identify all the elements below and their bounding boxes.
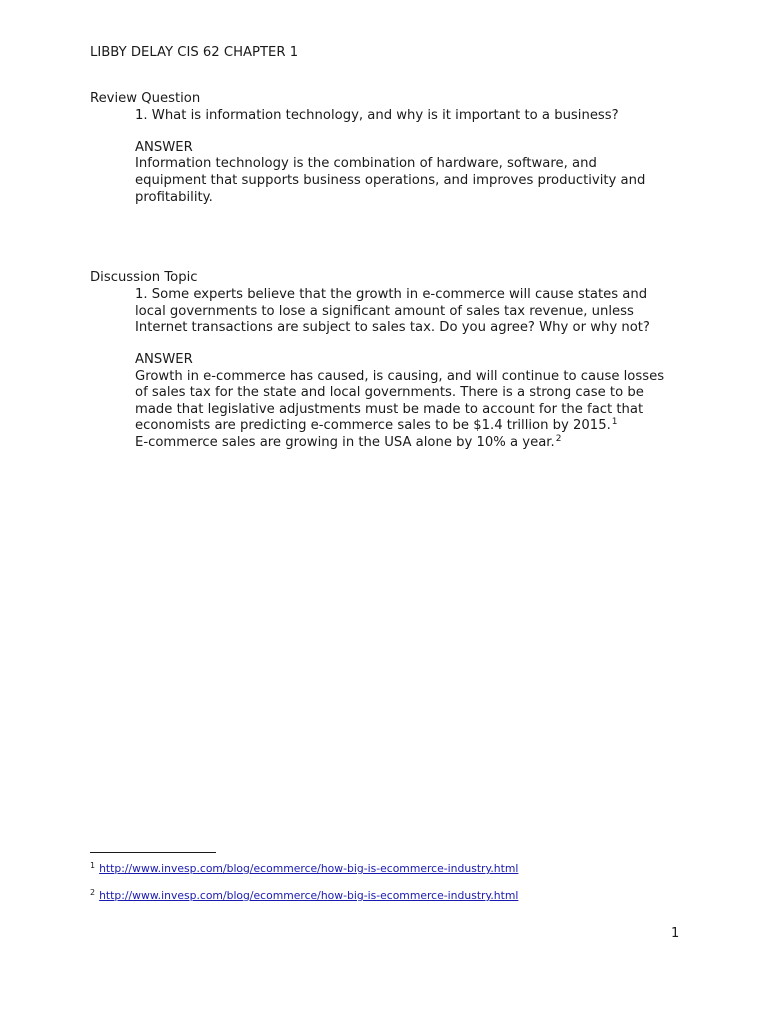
- discussion-answer-label: ANSWER: [135, 352, 193, 367]
- footnote-2: [90, 889, 518, 904]
- document-header: LIBBY DELAY CIS 62 CHAPTER 1: [90, 45, 299, 60]
- footnote-mark: 2: [90, 888, 96, 897]
- discussion-answer-line: Growth in e-commerce has caused, is causing, and will continue to cause losses: [135, 369, 665, 384]
- discussion-question-line: local governments to lose a significant amount of sales tax revenue, unless: [135, 304, 634, 319]
- discussion-question-line: 1. Some experts believe that the growth in e-commerce will cause states and: [135, 287, 648, 302]
- footnote-separator: [90, 852, 216, 853]
- discussion-answer-line: [135, 418, 618, 435]
- review-answer-label: ANSWER: [135, 140, 193, 155]
- footnote-link[interactable]: http://www.invesp.com/blog/ecommerce/how-big-is-ecommerce-industry.html: [99, 862, 519, 875]
- discussion-answer-line: of sales tax for the state and local governments. There is a strong case to be: [135, 385, 644, 400]
- review-answer-line: equipment that supports business operations, and improves productivity and: [135, 173, 646, 188]
- review-answer-line: Information technology is the combination of hardware, software, and: [135, 156, 597, 171]
- footnote-ref-1[interactable]: 1: [611, 417, 618, 427]
- discussion-answer-text: E-commerce sales are growing in the USA alone by 10% a year.: [135, 435, 555, 450]
- footnote-link[interactable]: http://www.invesp.com/blog/ecommerce/how-big-is-ecommerce-industry.html: [99, 889, 519, 902]
- review-question-heading: Review Question: [90, 91, 201, 106]
- footnote-mark: 1: [90, 861, 96, 870]
- discussion-answer-line: [135, 435, 561, 452]
- discussion-answer-text: economists are predicting e-commerce sales to be $1.4 trillion by 2015.: [135, 418, 611, 433]
- footnote-1: [90, 862, 518, 877]
- review-question-text: 1. What is information technology, and why is it important to a business?: [135, 108, 619, 123]
- page-number: 1: [671, 926, 680, 941]
- discussion-topic-heading: Discussion Topic: [90, 270, 198, 285]
- review-answer-line: profitability.: [135, 190, 213, 205]
- discussion-question-line: Internet transactions are subject to sales tax. Do you agree? Why or why not?: [135, 320, 650, 335]
- discussion-answer-line: made that legislative adjustments must be made to account for the fact that: [135, 402, 644, 417]
- footnote-ref-2[interactable]: 2: [555, 434, 562, 444]
